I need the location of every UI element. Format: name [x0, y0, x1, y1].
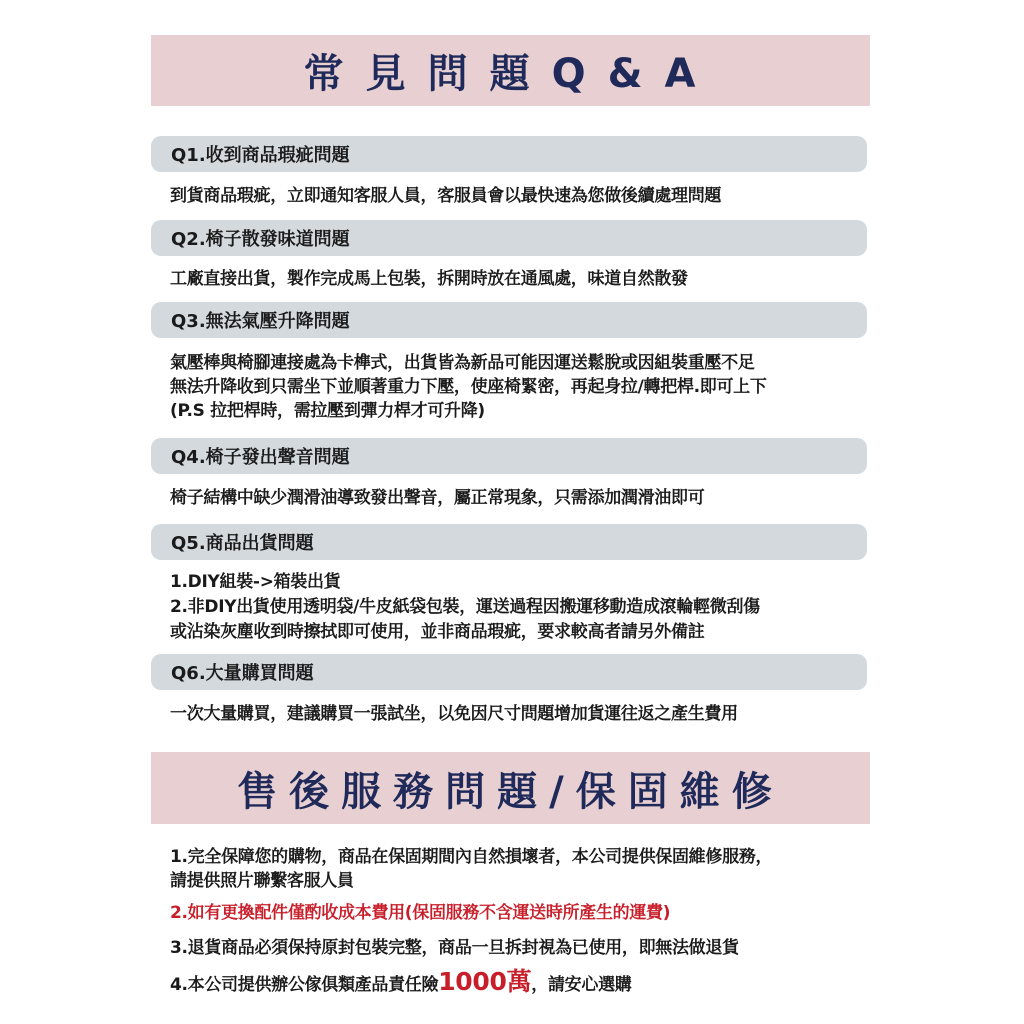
answer-line: 工廠直接出貨，製作完成馬上包裝，拆開時放在通風處，味道自然散發 — [170, 269, 688, 289]
question-2: Q2.椅子散發味道問題 — [151, 220, 867, 256]
answer-5 — [170, 570, 760, 645]
answer-line: 1.DIY組裝->箱裝出貨 — [170, 572, 341, 592]
answer-line: 椅子結構中缺少潤滑油導致發出聲音，屬正常現象，只需添加潤滑油即可 — [170, 488, 705, 508]
answer-line: 無法升降收到只需坐下並順著重力下壓，使座椅緊密，再起身拉/轉把桿.即可上下 — [170, 377, 767, 397]
service-item-1 — [170, 845, 772, 893]
answer-line: (P.S 拉把桿時，需拉壓到彈力桿才可升降) — [170, 401, 485, 421]
answer-1 — [170, 184, 721, 208]
service-item-4-text: 4.本公司提供辦公傢俱類產品責任險 — [170, 975, 439, 995]
answer-line: 氣壓棒與椅腳連接處為卡榫式，出貨皆為新品可能因運送鬆脫或因組裝重壓不足 — [170, 353, 755, 373]
service-item-2: 2.如有更換配件僅酌收成本費用(保固服務不含運送時所產生的運費) — [170, 903, 671, 923]
insurance-amount: 1000萬 — [438, 967, 532, 996]
question-5: Q5.商品出貨問題 — [151, 524, 867, 560]
answer-line: 到貨商品瑕疵，立即通知客服人員，客服員會以最快速為您做後續處理問題 — [170, 186, 722, 206]
service-item-4-suffix: ，請安心選購 — [531, 975, 632, 995]
answer-4 — [170, 486, 704, 510]
answer-6 — [170, 702, 738, 726]
answer-line: 一次大量購買，建議購買一張試坐，以免因尺寸問題增加貨運往返之產生費用 — [170, 704, 738, 724]
answer-3 — [170, 351, 767, 423]
service-item-4 — [170, 967, 632, 997]
question-6: Q6.大量購買問題 — [151, 654, 867, 690]
service-item-3: 3.退貨商品必須保持原封包裝完整，商品一旦拆封視為已使用，即無法做退貨 — [170, 938, 739, 958]
question-3: Q3.無法氣壓升降問題 — [151, 302, 867, 338]
faq-title: 常見問題Q&A — [151, 35, 870, 106]
answer-2 — [170, 267, 688, 291]
service-title: 售後服務問題/保固維修 — [151, 752, 870, 824]
service-line: 請提供照片聯繫客服人員 — [170, 871, 354, 891]
service-line: 1.完全保障您的購物，商品在保固期間內自然損壞者，本公司提供保固維修服務， — [170, 847, 773, 867]
answer-line: 或沾染灰塵收到時擦拭即可使用，並非商品瑕疵，要求較高者請另外備註 — [170, 622, 705, 642]
answer-line: 2.非DIY出貨使用透明袋/牛皮紙袋包裝，運送過程因搬運移動造成滾輪輕微刮傷 — [170, 597, 760, 617]
question-4: Q4.椅子發出聲音問題 — [151, 438, 867, 474]
question-1: Q1.收到商品瑕疵問題 — [151, 136, 867, 172]
